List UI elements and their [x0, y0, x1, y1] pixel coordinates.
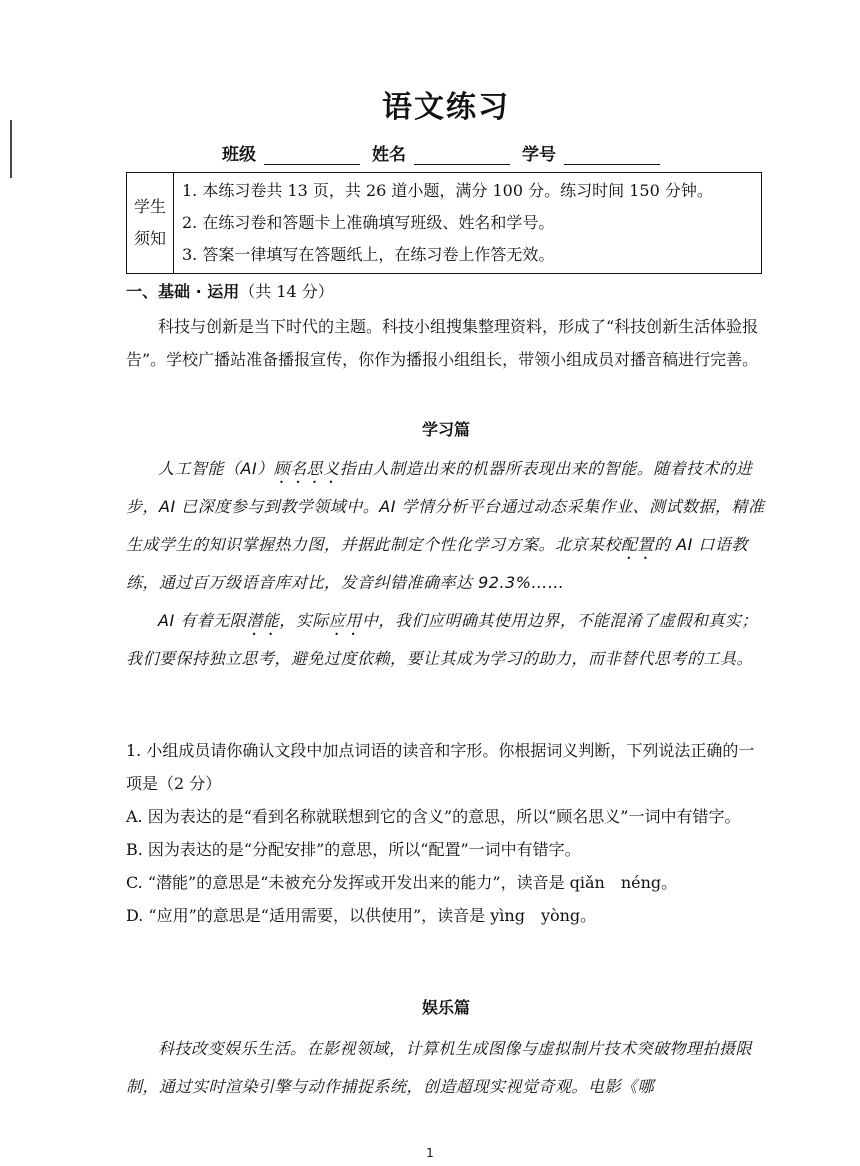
option-d: D. “应用”的意思是“适用需要，以供使用”，读音是 yìng yòng。 [126, 906, 597, 925]
student-id-label: 学号 [522, 145, 556, 165]
name-label: 姓名 [372, 145, 406, 165]
student-id-blank[interactable] [564, 148, 660, 165]
section-title: 一、基础 · 运用（共 14 分） [126, 282, 334, 301]
notice-item: 2. 在练习卷和答题卡上准确填写班级、姓名和学号。 [182, 213, 555, 232]
notice-item: 1. 本练习卷共 13 页，共 26 道小题，满分 100 分。练习时间 150 分钟。 [182, 181, 713, 200]
class-field[interactable] [222, 140, 360, 165]
name-blank[interactable] [414, 148, 510, 165]
study-paragraph-1: 人工智能（AI）顾名思义指由人制造出来的机器所表现出来的智能。随着技术的进步，AI 已深度参与到教学领域中。AI 学情分析平台通过动态采集作业、测试数据，精准生成学生的知识掌握热力图，并据此制定个性化学习方案。北京某校配置的 AI 口语教练，通过百万级语音库对比，发音纠错准确率达 92.3%…… [126, 459, 765, 592]
page-title: 语文练习 [382, 90, 510, 125]
class-blank[interactable] [264, 148, 360, 165]
dotted-word: 顾名思义 [273, 459, 340, 478]
entertainment-heading: 娱乐篇 [421, 998, 470, 1017]
option-c: C. “潜能”的意思是“未被充分发挥或开发出来的能力”，读音是 qiǎn néng。 [126, 873, 678, 892]
dotted-word: 应用 [328, 611, 362, 630]
class-label: 班级 [222, 145, 256, 165]
student-info-fields [222, 140, 762, 165]
option-a: A. 因为表达的是“看到名称就联想到它的含义”的意思，所以“顾名思义”一词中有错字。 [126, 807, 741, 826]
section-basics [126, 276, 766, 376]
dotted-word: 配置 [621, 535, 655, 554]
entertainment-part [126, 992, 766, 1106]
study-heading: 学习篇 [421, 420, 470, 439]
notice-item: 3. 答案一律填写在答题纸上，在练习卷上作答无效。 [182, 245, 555, 264]
study-paragraph-2: AI 有着无限潜能，实际应用中，我们应明确其使用边界，不能混淆了虚假和真实；我们要保持独立思考，避免过度依赖，要让其成为学习的助力，而非替代思考的工具。 [126, 611, 758, 668]
student-id-field[interactable] [522, 140, 660, 165]
study-part [126, 414, 766, 678]
entertainment-paragraph-1: 科技改变娱乐生活。在影视领域，计算机生成图像与虚拟制片技术突破物理拍摄限制，通过实时渲染引擎与动作捕捉系统，创造超现实视觉奇观。电影《哪 [126, 1039, 753, 1096]
page-number: 1 [426, 1146, 434, 1160]
notice-items [174, 173, 762, 274]
margin-mark [10, 120, 12, 178]
question-stem: 1. 小组成员请你确认文段中加点词语的读音和字形。你根据词义判断，下列说法正确的一项是（2 分） [126, 741, 755, 793]
option-b: B. 因为表达的是“分配安排”的意思，所以“配置”一词中有错字。 [126, 840, 581, 859]
student-notice-box [126, 172, 762, 274]
notice-heading: 学生 须知 [127, 173, 174, 274]
section-intro: 科技与创新是当下时代的主题。科技小组搜集整理资料，形成了“科技创新生活体验报告”。学校广播站准备播报宣传，你作为播报小组组长，带领小组成员对播音稿进行完善。 [126, 317, 759, 369]
question-1 [126, 734, 766, 932]
dotted-word: 潜能 [246, 611, 280, 630]
name-field[interactable] [372, 140, 510, 165]
